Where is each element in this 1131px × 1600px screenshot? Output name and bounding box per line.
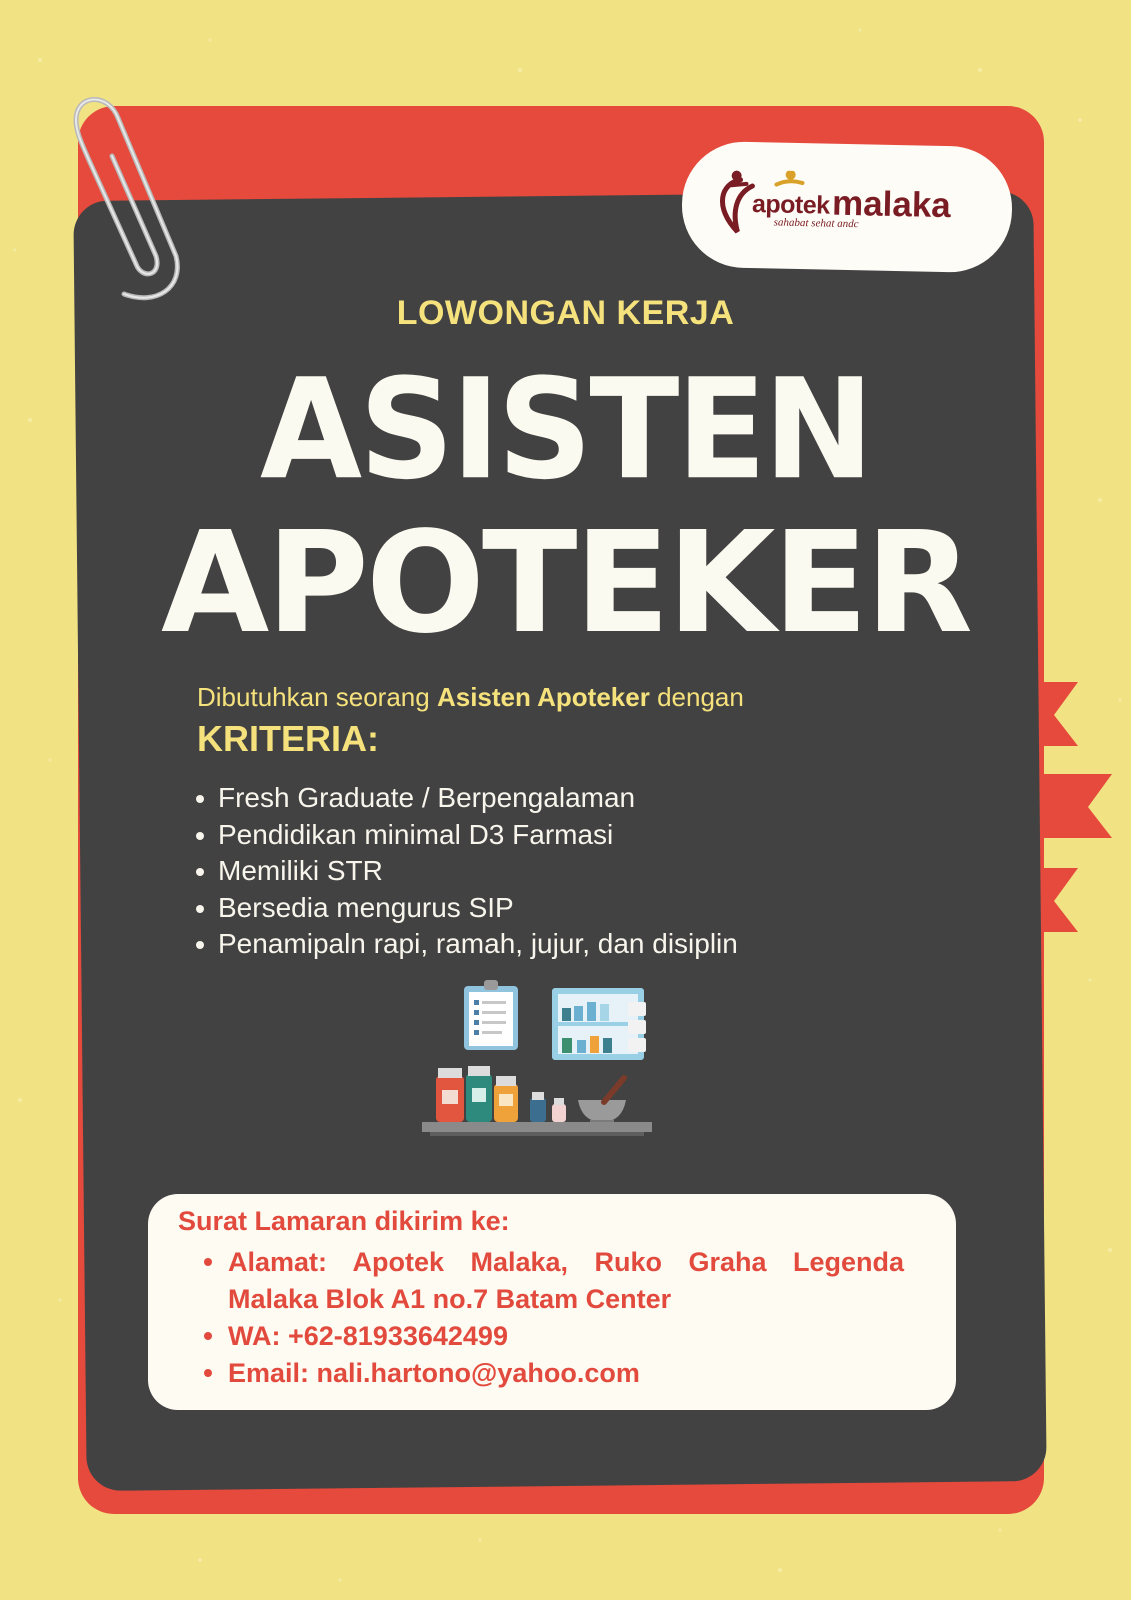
medicine-bottles-icon bbox=[436, 1066, 566, 1122]
address-line-2: Malaka Blok A1 no.7 Batam Center bbox=[228, 1284, 672, 1314]
intro-bold: Asisten Apoteker bbox=[436, 682, 650, 712]
logo-name-apotek: apotek bbox=[751, 190, 830, 220]
brand-logo-badge bbox=[681, 141, 1014, 274]
clipboard-icon bbox=[464, 980, 518, 1050]
contact-email[interactable]: Email: nali.hartono@yahoo.com bbox=[204, 1355, 904, 1392]
poster-subtitle: LOWONGAN KERJA bbox=[396, 294, 735, 332]
criteria-item: Pendidikan minimal D3 Farmasi bbox=[196, 817, 738, 854]
criteria-item: Fresh Graduate / Berpengalaman bbox=[196, 780, 738, 817]
pharmacy-illustration bbox=[422, 980, 662, 1160]
criteria-list bbox=[196, 780, 738, 963]
intro-text bbox=[197, 682, 744, 713]
intro-prefix: Dibutuhkan seorang bbox=[197, 682, 430, 712]
contact-title: Surat Lamaran dikirim ke: bbox=[178, 1206, 510, 1236]
logo-name-malaka: malaka bbox=[831, 183, 952, 226]
headline-line-2: APOTEKER bbox=[160, 502, 971, 665]
medicine-cabinet-icon bbox=[552, 988, 646, 1060]
paperclip-icon bbox=[66, 84, 196, 314]
contact-whatsapp[interactable]: WA: +62-81933642499 bbox=[204, 1318, 904, 1355]
address-line-1: Alamat: Apotek Malaka, Ruko Graha Legenda bbox=[228, 1247, 904, 1277]
criteria-item: Memiliki STR bbox=[196, 853, 738, 890]
criteria-title: KRITERIA: bbox=[197, 718, 379, 759]
criteria-item: Bersedia mengurus SIP bbox=[196, 890, 738, 927]
intro-suffix: dengan bbox=[657, 682, 744, 712]
contact-box bbox=[148, 1194, 956, 1410]
contact-address bbox=[204, 1244, 904, 1318]
contact-list bbox=[204, 1244, 904, 1392]
logo-tagline: sahabat sehat andc bbox=[773, 216, 859, 231]
mortar-pestle-icon bbox=[578, 1078, 626, 1124]
headline-line-1: ASISTEN bbox=[259, 349, 872, 511]
criteria-item: Penamipaln rapi, ramah, jujur, dan disiplin bbox=[196, 926, 738, 963]
